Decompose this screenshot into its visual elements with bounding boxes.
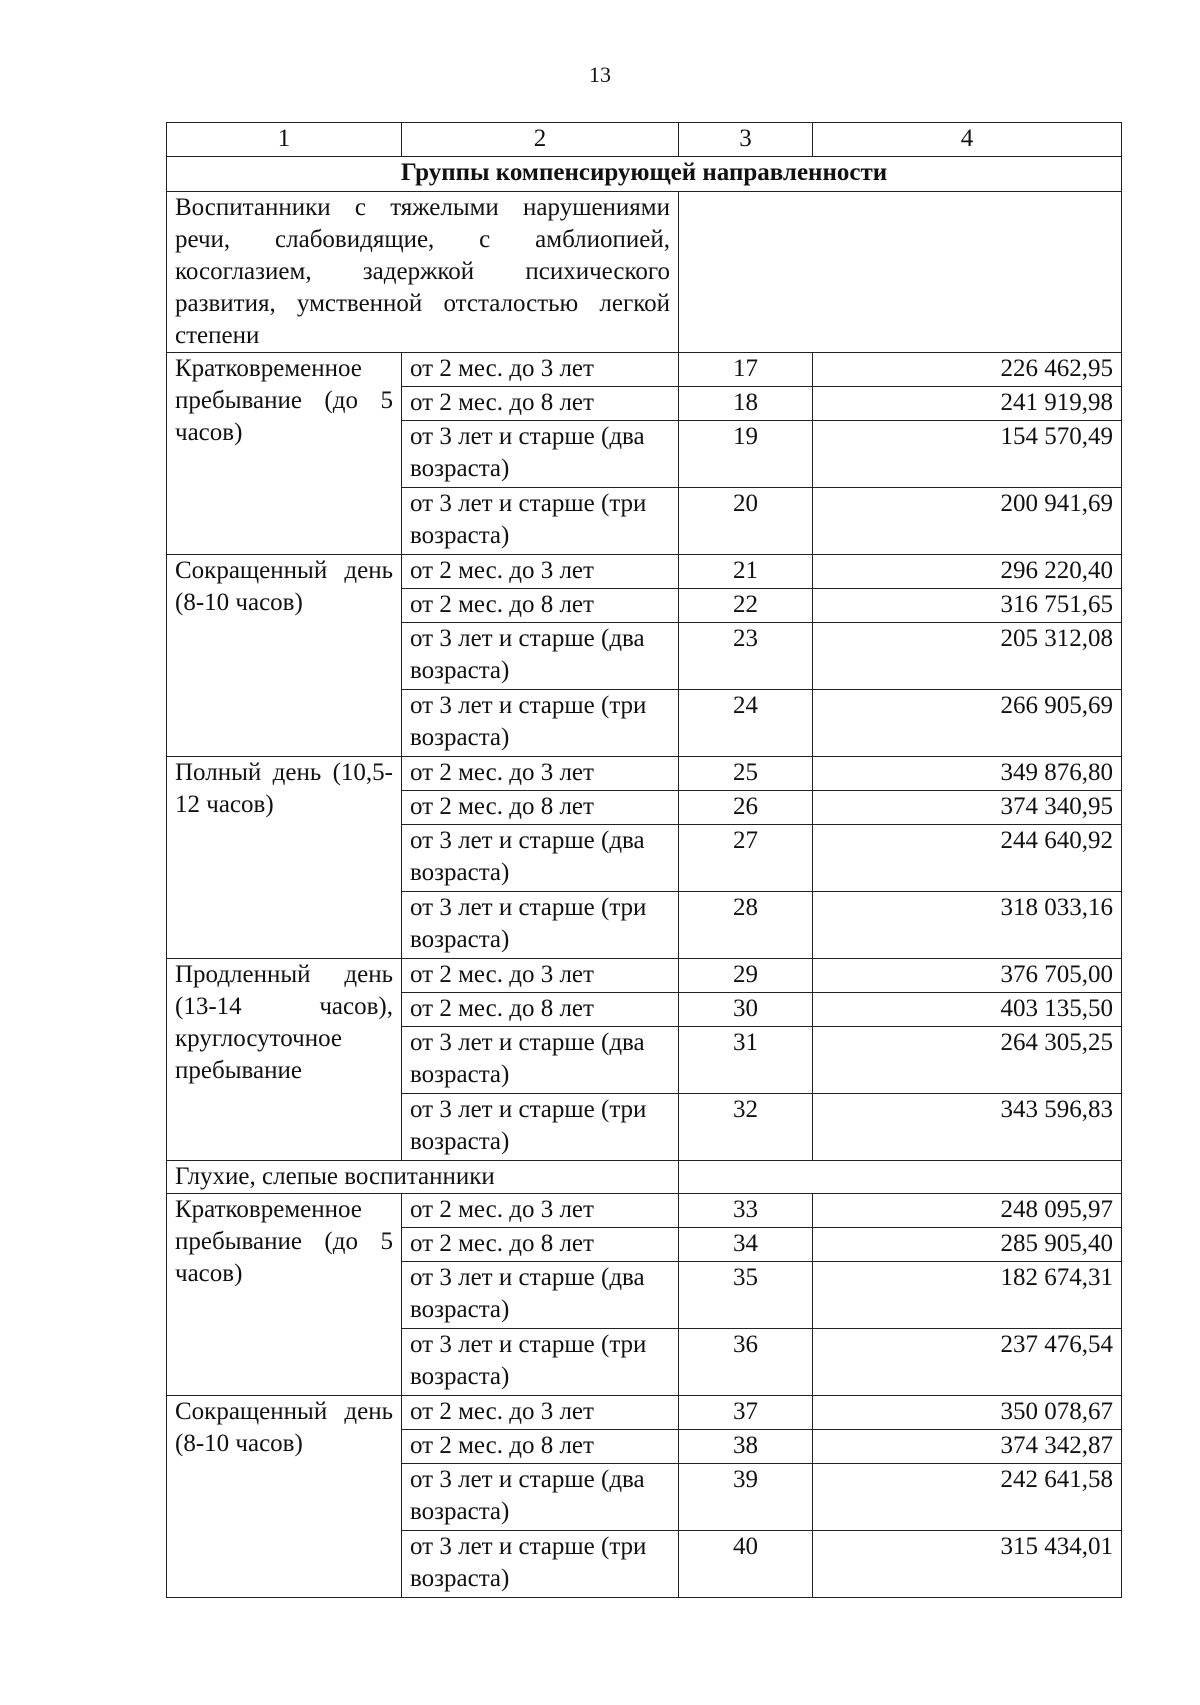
category-empty-cell: [679, 192, 1122, 353]
age-range: от 3 лет и старше (три возраста): [402, 1329, 679, 1396]
row-code: 36: [679, 1329, 813, 1396]
amount-value: 226 462,95: [813, 353, 1122, 387]
age-range: от 3 лет и старше (три возраста): [402, 1531, 679, 1598]
category-title: [167, 192, 679, 353]
row-code: 21: [679, 555, 813, 589]
column-number: 2: [402, 123, 679, 157]
tariff-table: [166, 122, 1122, 1598]
mode-label: Продленный день (13-14 часов), круглосуточное пребывание: [175, 961, 393, 1084]
age-range: от 2 мес. до 3 лет: [402, 555, 679, 589]
age-range: от 2 мес. до 8 лет: [402, 1430, 679, 1464]
category-title-text: Глухие, слепые воспитанники: [175, 1163, 495, 1190]
mode-cell: [167, 1396, 402, 1598]
row-code: 24: [679, 690, 813, 757]
amount-value: 374 340,95: [813, 791, 1122, 825]
amount-value: 285 905,40: [813, 1228, 1122, 1262]
mode-label: Кратковременное пребывание (до 5 часов): [175, 1196, 393, 1287]
table-row: [167, 1396, 1122, 1430]
row-code: 22: [679, 589, 813, 623]
amount-value: 403 135,50: [813, 993, 1122, 1027]
age-range: от 2 мес. до 8 лет: [402, 387, 679, 421]
amount-value: 182 674,31: [813, 1262, 1122, 1329]
table-row: [167, 757, 1122, 791]
category-title-text: Воспитанники с тяжелыми нарушениями речи, слабовидящие, с амблиопией, косоглазием, задержкой психического развития, умственной отсталостью легкой степени: [175, 194, 670, 349]
page-number: 13: [589, 62, 611, 87]
row-code: 28: [679, 892, 813, 959]
amount-value: 315 434,01: [813, 1531, 1122, 1598]
age-range: от 3 лет и старше (два возраста): [402, 1262, 679, 1329]
amount-value: 242 641,58: [813, 1464, 1122, 1531]
age-range: от 3 лет и старше (два возраста): [402, 1464, 679, 1531]
age-range: от 2 мес. до 3 лет: [402, 1194, 679, 1228]
table-row: [167, 353, 1122, 387]
row-code: 33: [679, 1194, 813, 1228]
table-row: [167, 1194, 1122, 1228]
column-number-row: [167, 123, 1122, 157]
amount-value: 200 941,69: [813, 488, 1122, 555]
amount-value: 318 033,16: [813, 892, 1122, 959]
age-range: от 3 лет и старше (два возраста): [402, 1027, 679, 1094]
age-range: от 3 лет и старше (два возраста): [402, 421, 679, 488]
row-code: 31: [679, 1027, 813, 1094]
mode-label: Сокращенный день (8-10 часов): [175, 1398, 393, 1457]
row-code: 27: [679, 825, 813, 892]
age-range: от 2 мес. до 3 лет: [402, 757, 679, 791]
amount-value: 266 905,69: [813, 690, 1122, 757]
age-range: от 3 лет и старше (три возраста): [402, 690, 679, 757]
amount-value: 316 751,65: [813, 589, 1122, 623]
row-code: 23: [679, 623, 813, 690]
category-empty-cell: [679, 1161, 1122, 1194]
column-number: 4: [813, 123, 1122, 157]
category-title: [167, 1161, 679, 1194]
amount-value: 349 876,80: [813, 757, 1122, 791]
amount-value: 205 312,08: [813, 623, 1122, 690]
row-code: 29: [679, 959, 813, 993]
age-range: от 2 мес. до 8 лет: [402, 993, 679, 1027]
section-header-row: [167, 157, 1122, 192]
category-row: [167, 192, 1122, 353]
amount-value: 244 640,92: [813, 825, 1122, 892]
age-range: от 2 мес. до 8 лет: [402, 589, 679, 623]
mode-cell: [167, 353, 402, 555]
row-code: 35: [679, 1262, 813, 1329]
table-row: [167, 959, 1122, 993]
row-code: 18: [679, 387, 813, 421]
column-number: 3: [679, 123, 813, 157]
amount-value: 248 095,97: [813, 1194, 1122, 1228]
age-range: от 2 мес. до 8 лет: [402, 1228, 679, 1262]
category-row: [167, 1161, 1122, 1194]
amount-value: 264 305,25: [813, 1027, 1122, 1094]
age-range: от 3 лет и старше (два возраста): [402, 623, 679, 690]
column-number: 1: [167, 123, 402, 157]
amount-value: 241 919,98: [813, 387, 1122, 421]
age-range: от 2 мес. до 3 лет: [402, 353, 679, 387]
section-title: Группы компенсирующей направленности: [167, 157, 1122, 192]
row-code: 39: [679, 1464, 813, 1531]
age-range: от 3 лет и старше (три возраста): [402, 892, 679, 959]
mode-label: Полный день (10,5-12 часов): [175, 759, 393, 818]
mode-cell: [167, 555, 402, 757]
row-code: 30: [679, 993, 813, 1027]
age-range: от 3 лет и старше (три возраста): [402, 488, 679, 555]
row-code: 26: [679, 791, 813, 825]
amount-value: 374 342,87: [813, 1430, 1122, 1464]
amount-value: 237 476,54: [813, 1329, 1122, 1396]
age-range: от 2 мес. до 3 лет: [402, 959, 679, 993]
amount-value: 296 220,40: [813, 555, 1122, 589]
row-code: 40: [679, 1531, 813, 1598]
mode-cell: [167, 757, 402, 959]
amount-value: 154 570,49: [813, 421, 1122, 488]
age-range: от 2 мес. до 8 лет: [402, 791, 679, 825]
age-range: от 3 лет и старше (три возраста): [402, 1094, 679, 1161]
amount-value: 350 078,67: [813, 1396, 1122, 1430]
amount-value: 343 596,83: [813, 1094, 1122, 1161]
age-range: от 2 мес. до 3 лет: [402, 1396, 679, 1430]
row-code: 19: [679, 421, 813, 488]
row-code: 32: [679, 1094, 813, 1161]
row-code: 38: [679, 1430, 813, 1464]
row-code: 25: [679, 757, 813, 791]
table-row: [167, 555, 1122, 589]
row-code: 17: [679, 353, 813, 387]
age-range: от 3 лет и старше (два возраста): [402, 825, 679, 892]
mode-cell: [167, 959, 402, 1161]
mode-cell: [167, 1194, 402, 1396]
mode-label: Сокращенный день (8-10 часов): [175, 557, 393, 616]
row-code: 20: [679, 488, 813, 555]
mode-label: Кратковременное пребывание (до 5 часов): [175, 355, 393, 446]
row-code: 37: [679, 1396, 813, 1430]
amount-value: 376 705,00: [813, 959, 1122, 993]
row-code: 34: [679, 1228, 813, 1262]
